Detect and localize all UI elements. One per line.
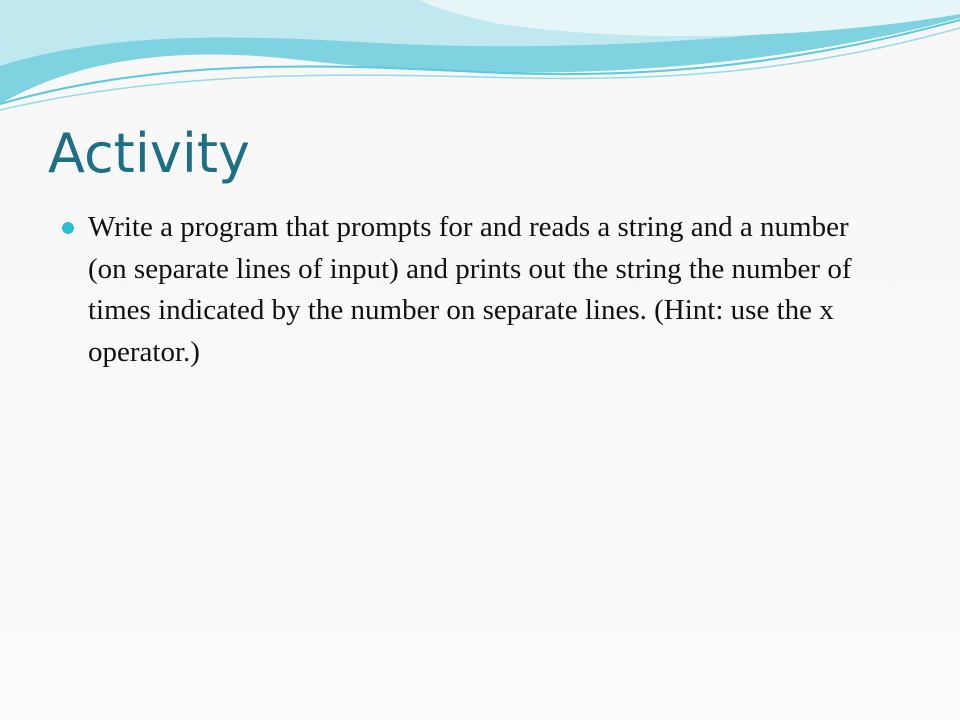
- slide-title: Activity: [48, 122, 250, 185]
- bullet-dot-icon: [62, 222, 74, 234]
- wave-header-decoration: [0, 0, 960, 120]
- bullet-text: Write a program that prompts for and reads a string and a number (on separate lines of input) and prints out the string the number of times indicated by the number on separate lines. (Hint: use the x operator.): [88, 211, 852, 368]
- bullet-list: [60, 207, 880, 373]
- bullet-item: [60, 207, 880, 373]
